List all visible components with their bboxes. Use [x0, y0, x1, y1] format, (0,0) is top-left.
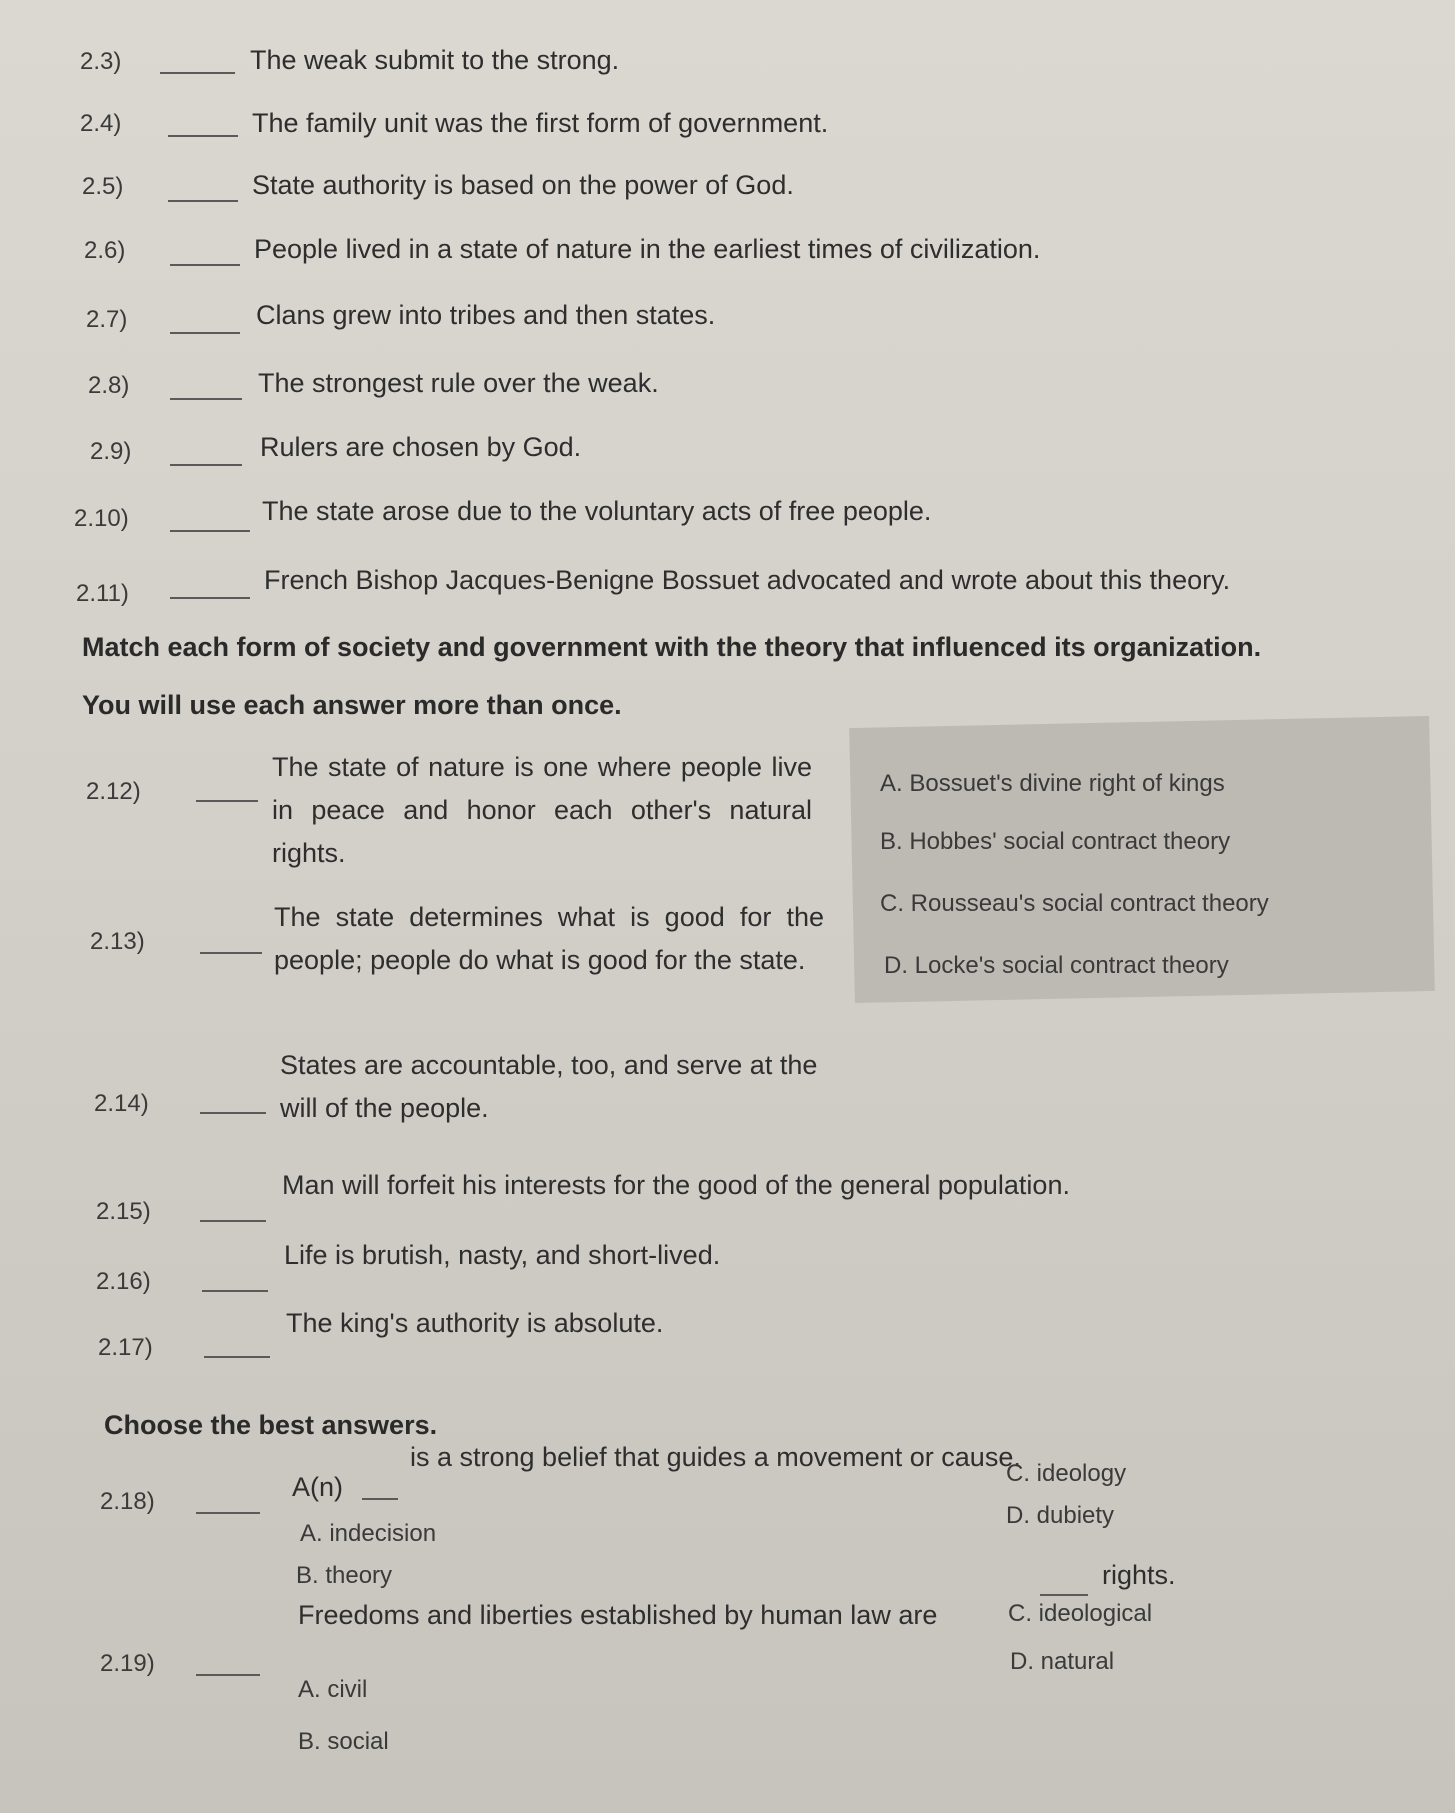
option-d: D. Locke's social contract theory	[884, 952, 1229, 979]
item-text: Life is brutish, nasty, and short-lived.	[284, 1240, 721, 1270]
item-text: The state arose due to the voluntary acts of free people.	[262, 496, 932, 526]
item-number: 2.14)	[94, 1090, 149, 1117]
question-stem-end: is a strong belief that guides a movement or cause.	[410, 1442, 1021, 1472]
choice-b[interactable]: B. theory	[296, 1562, 393, 1589]
answer-blank[interactable]	[170, 597, 250, 599]
question-stem-start: A(n)	[292, 1472, 344, 1502]
answer-blank[interactable]	[170, 332, 240, 334]
answer-blank[interactable]	[168, 135, 238, 137]
matching-instructions-note: You will use each answer more than once.	[82, 690, 622, 720]
item-text: Rulers are chosen by God.	[260, 432, 582, 462]
multiple-choice-heading: Choose the best answers.	[104, 1410, 438, 1440]
answer-blank[interactable]	[196, 1512, 260, 1514]
item-number: 2.9)	[90, 438, 132, 465]
inline-blank	[1040, 1594, 1088, 1596]
answer-blank[interactable]	[168, 200, 238, 202]
answer-blank[interactable]	[196, 1674, 260, 1676]
answer-blank[interactable]	[200, 1220, 266, 1222]
answer-blank[interactable]	[170, 530, 250, 532]
choice-d[interactable]: D. natural	[1010, 1648, 1115, 1675]
option-c: C. Rousseau's social contract theory	[880, 890, 1269, 917]
answer-blank[interactable]	[200, 1112, 266, 1114]
item-number: 2.12)	[86, 778, 141, 805]
item-text: The family unit was the first form of government.	[252, 108, 829, 138]
choice-a[interactable]: A. indecision	[300, 1520, 437, 1547]
item-number: 2.11)	[76, 580, 129, 607]
item-number: 2.6)	[84, 237, 126, 264]
answer-blank[interactable]	[196, 800, 258, 802]
item-number: 2.10)	[74, 505, 129, 532]
item-number: 2.5)	[82, 173, 124, 200]
answer-blank[interactable]	[170, 264, 240, 266]
matching-instructions: Match each form of society and government with the theory that influenced its organization.	[82, 632, 1262, 662]
item-text: Clans grew into tribes and then states.	[256, 300, 716, 330]
choice-c[interactable]: C. ideology	[1006, 1460, 1127, 1487]
item-number: 2.17)	[98, 1334, 153, 1361]
answer-blank[interactable]	[160, 72, 235, 74]
answer-blank[interactable]	[204, 1356, 270, 1358]
item-text: People lived in a state of nature in the earliest times of civilization.	[254, 234, 1041, 264]
item-text: State authority is based on the power of God.	[252, 170, 794, 200]
item-number: 2.4)	[80, 110, 122, 137]
item-number: 2.15)	[96, 1198, 151, 1225]
question-stem-end: rights.	[1102, 1560, 1176, 1590]
option-b: B. Hobbes' social contract theory	[880, 828, 1231, 855]
answer-blank[interactable]	[200, 952, 262, 954]
item-text: Man will forfeit his interests for the good of the general population.	[282, 1170, 1070, 1200]
answer-blank[interactable]	[170, 464, 242, 466]
choice-c[interactable]: C. ideological	[1008, 1600, 1153, 1627]
item-number: 2.3)	[80, 48, 122, 75]
item-text: French Bishop Jacques-Benigne Bossuet advocated and wrote about this theory.	[264, 565, 1231, 595]
item-text: The king's authority is absolute.	[286, 1308, 664, 1338]
inline-blank	[362, 1498, 398, 1500]
item-text: The strongest rule over the weak.	[258, 368, 659, 398]
option-a: A. Bossuet's divine right of kings	[880, 770, 1225, 797]
item-number: 2.13)	[90, 928, 145, 955]
item-text: States are accountable, too, and serve at the will of the people.	[280, 1050, 818, 1123]
answer-blank[interactable]	[202, 1290, 268, 1292]
item-text: The state of nature is one where people live in peace and honor each other's natural rights.	[272, 752, 812, 868]
question-stem-start: Freedoms and liberties established by human law are	[298, 1600, 938, 1630]
choice-d[interactable]: D. dubiety	[1006, 1502, 1115, 1529]
item-number: 2.7)	[86, 306, 128, 333]
choice-b[interactable]: B. social	[298, 1728, 389, 1755]
item-number: 2.16)	[96, 1268, 151, 1295]
answer-blank[interactable]	[170, 398, 242, 400]
item-text: The state determines what is good for the people; people do what is good for the state.	[274, 902, 824, 975]
item-number: 2.19)	[100, 1650, 155, 1677]
choice-a[interactable]: A. civil	[298, 1676, 368, 1703]
item-text: The weak submit to the strong.	[250, 45, 620, 75]
item-number: 2.8)	[88, 372, 130, 399]
item-number: 2.18)	[100, 1488, 155, 1515]
